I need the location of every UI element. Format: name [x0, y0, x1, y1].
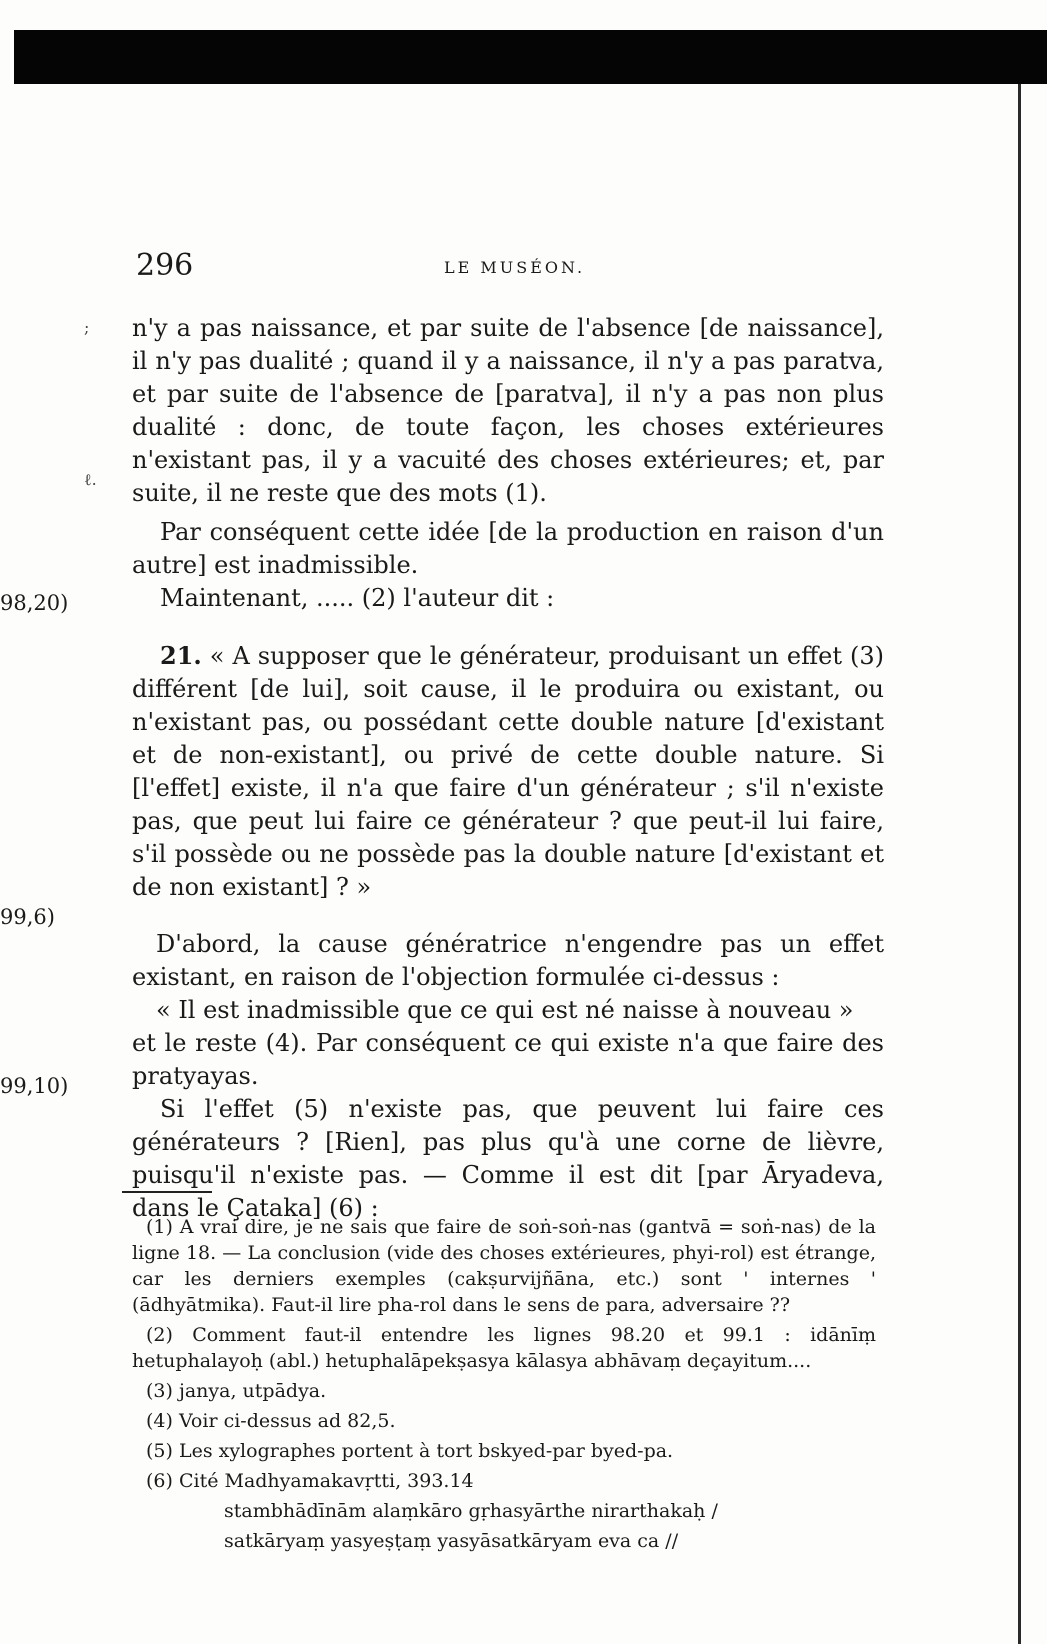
footnote: (1) A vrai dire, je ne sais que faire de soṅ-soṅ-nas (gantvā = soṅ-nas) de la ligne 18. — La conclusion (vide des choses extérieures, phyi-rol) est étrange, car les derniers exemples (cakṣurvijñāna, etc.) sont ' internes ' (ādhyātmika). Faut-il lire pha-rol dans le sens de para, adversaire ?? — [132, 1216, 876, 1316]
karika-text: « A supposer que le générateur, produisant un effet (3) différent [de lui], soit cause, il le produira ou existant, ou n'existant pas, ou possédant cette double nature [d'existant et de non-existant], ou privé de cette double nature. Si [l'effet] existe, il n'a que faire d'un générateur ; s'il n'existe pas, que peut lui faire ce générateur ? que peut-il lui faire, s'il possède ou ne possède pas la double nature [d'existant et de non existant] ? » — [132, 642, 884, 901]
margin-ref: 98,20) — [0, 591, 69, 615]
verse-line: satkāryaṃ yasyeṣṭaṃ yasyāsatkāryam eva ca // — [224, 1530, 679, 1552]
footnote: (3) janya, utpādya. — [146, 1380, 327, 1402]
paragraph: D'abord, la cause génératrice n'engendre pas un effet existant, en raison de l'objection formulée ci-dessus : — [132, 930, 884, 991]
footnotes — [132, 1214, 876, 1558]
margin-ref: 99,6) — [0, 905, 55, 929]
paragraph: Si l'effet (5) n'existe pas, que peuvent lui faire ces générateurs ? [Rien], pas plus qu'à une corne de lièvre, puisqu'il n'existe pas. — Comme il est dit [par Āryadeva, dans le Çataka] (6) : — [132, 1095, 884, 1222]
page-number: 296 — [136, 248, 194, 283]
margin-ref: 99,10) — [0, 1074, 69, 1098]
margin-mark: ℓ. — [84, 470, 97, 489]
quotation: « Il est inadmissible que ce qui est né naisse à nouveau » — [156, 996, 854, 1024]
main-text — [132, 312, 884, 1225]
paragraph: et le reste (4). Par conséquent ce qui existe n'a que faire des pratyayas. — [132, 1029, 884, 1090]
margin-mark: ; — [84, 318, 90, 337]
scan-top-edge — [14, 30, 1047, 84]
paragraph: Maintenant, ..... (2) l'auteur dit : — [160, 584, 555, 612]
footnote: (2) Comment faut-il entendre les lignes 98.20 et 99.1 : idānīṃ hetuphalayoḥ (abl.) hetuphalāpekṣasya kālasya abhāvaṃ deçayitum.... — [132, 1324, 876, 1372]
scan-right-edge — [1018, 84, 1021, 1644]
verse-line: stambhādīnām alaṃkāro gṛhasyārthe nirarthakaḥ / — [224, 1500, 718, 1522]
paragraph: n'y a pas naissance, et par suite de l'absence [de naissance], il n'y pas dualité ; quand il y a naissance, il n'y a pas paratva, et par suite de l'absence de [paratva], il n'y a pas non plus dualité : donc, de toute façon, les choses extérieures n'existant pas, il y a vacuité des choses extérieures; et, par suite, il ne reste que des mots (1). — [132, 314, 884, 507]
running-title: LE MUSÉON. — [444, 258, 586, 277]
footnote: (5) Les xylographes portent à tort bskyed-par byed-pa. — [146, 1440, 674, 1462]
verse-number: 21. — [160, 641, 202, 670]
paragraph: Par conséquent cette idée [de la production en raison d'un autre] est inadmissible. — [132, 518, 884, 579]
page-header — [136, 248, 896, 288]
footnote-separator — [122, 1191, 212, 1193]
footnote: (4) Voir ci-dessus ad 82,5. — [146, 1410, 396, 1432]
karika-21 — [132, 639, 884, 904]
footnote: (6) Cité Madhyamakavṛtti, 393.14 — [146, 1470, 474, 1492]
